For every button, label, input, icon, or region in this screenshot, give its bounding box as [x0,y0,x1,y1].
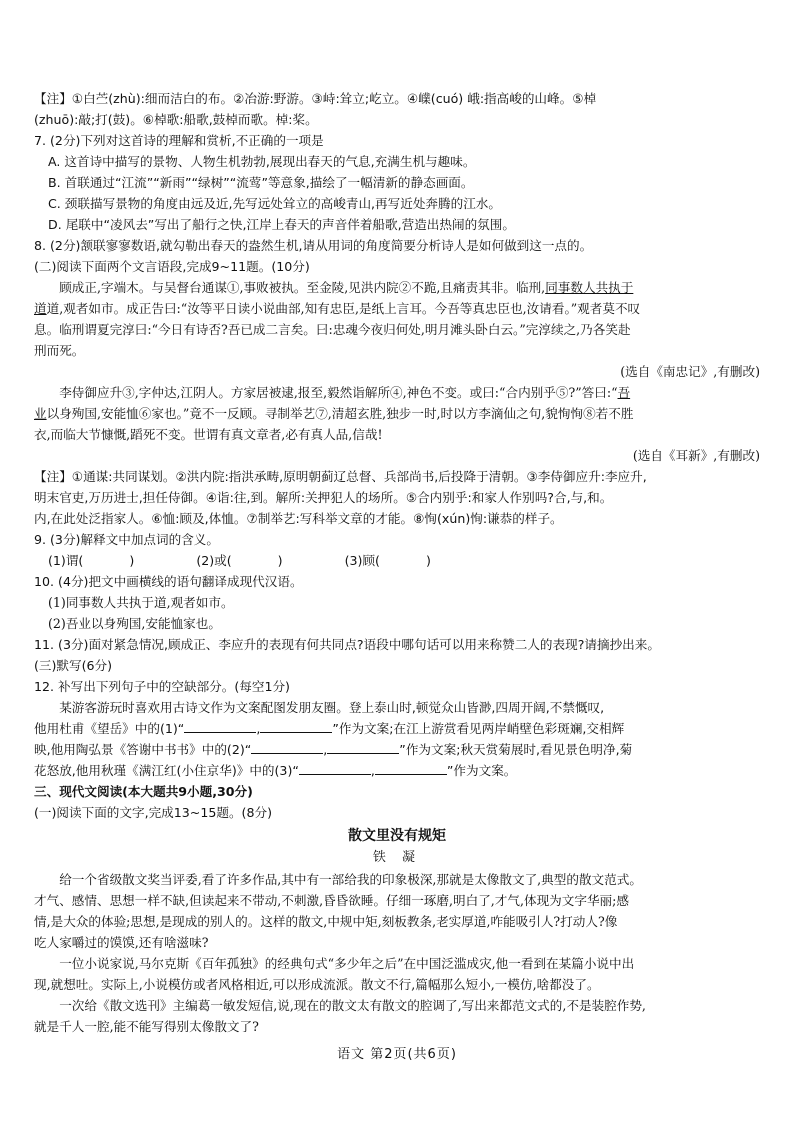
translate-item: (1)同事数人共执于道,观者如市。 [48,595,234,610]
source-citation: (选自《南忠记》,有删改) [620,364,760,379]
blank-close: ) [129,553,135,568]
passage-line [34,403,760,424]
fill-text: 他用杜甫《望岳》中的(1)“ [34,721,185,736]
question-8: 8. (2分)颔联寥寥数语,就勾勒出春天的盎然生机,请从用词的角度简要分析诗人是如何做到这一点的。 [34,238,593,253]
underlined-sentence: 吾 [617,385,631,400]
blank-close: ) [277,553,283,568]
exam-page [34,88,760,1037]
fill-text: 花怒放,他用秋瑾《满江红(小住京华)》中的(3)“ [34,763,299,778]
essay-line: 情,是大众的体验;思想,是现成的别人的。这样的散文,中规中矩,刻板教条,老实厚道,咋能吸引人?打动人?像 [34,914,618,929]
passage-line [34,382,760,403]
blank-close: ) [425,553,431,568]
answer-blank[interactable] [251,741,323,754]
passage-text: 顾成正,字端木。与吴督台通谋①,事败被执。至金陵,见洪内院②不跪,且痛责其非。临刑, [59,280,546,295]
question-12-stem: 12. 补写出下列句子中的空缺部分。(每空1分) [34,679,290,694]
question-9 [34,529,760,571]
classical-passage-1 [34,277,760,382]
essay-line: 给一个省级散文奖当评委,看了许多作品,其中有一部给我的印象极深,那就是太像散文了,典型的散文范式。 [59,872,642,887]
question-11: 11. (3分)面对紧急情况,顾成正、李应升的表现有何共同点?语段中哪句话可以用来称赞二人的表现?请摘抄出来。 [34,637,660,652]
fill-line: 某游客游玩时喜欢用古诗文作为文案配图发朋友圈。登上泰山时,顿觉众山皆渺,四周开阔,不禁慨叹, [59,700,605,715]
note-line: (zhuō):敲;打(鼓)。⑥棹歌:船歌,鼓棹而歌。棹:桨。 [34,112,318,127]
underlined-sentence: 业 [34,406,47,421]
option-c: C. 颈联描写景物的角度由远及近,先写远处耸立的高峻青山,再写近处奔腾的江水。 [48,196,501,211]
question-7 [34,130,760,235]
translate-item: (2)吾业以身殉国,安能恤家也。 [48,616,221,631]
answer-blank[interactable] [260,720,332,733]
essay-author: 铁 凝 [372,850,422,865]
question-stem: 10. (4分)把文中画横线的语句翻译成现代汉语。 [34,574,303,589]
passage-line: 刑而死。 [34,343,85,358]
essay-line: 一位小说家说,马尔克斯《百年孤独》的经典句式“多少年之后”在中国泛滥成灾,他一看到在某篇小说中出 [59,956,635,971]
note-line: 明末官吏,万历进士,担任侍御。④诣:往,到。解所:关押犯人的场所。⑤合内别乎:和家人作别吗?合,与,和。 [34,490,613,505]
answer-blank[interactable] [299,762,371,775]
note-line: 【注】①白苎(zhù):细而洁白的布。②冶游:野游。③峙:耸立;屹立。④嶫(cuó) 峨:指高峻的山峰。⑤棹 [34,91,597,106]
note-line: 内,在此处泛指家人。⑥恤:顾及,体恤。⑦制举艺:写科举文章的才能。⑧恂(xún)恂:谦恭的样子。 [34,511,563,526]
question-10 [34,571,760,634]
question-12-text [34,697,760,781]
answer-blank[interactable] [184,720,256,733]
passage-line [34,298,760,319]
fill-line: 花怒放,他用秋瑾《满江红(小住京华)》中的(3)“ , ”作为文案。 [34,763,517,778]
answer-blank[interactable] [375,762,447,775]
poem-note [34,88,760,130]
passage-notes [34,466,760,529]
passage-text: 道,观者如市。成正告曰:“汝等平日读小说曲部,知有忠臣,是纸上言耳。今吾等真忠臣也,汝请看。”观者莫不叹 [46,301,641,316]
blank-label: (1)谓( [48,553,84,568]
option-b: B. 首联通过“江流”“新雨”“绿树”“流莺”等意象,描绘了一幅清新的静态画面。 [48,175,474,190]
essay-line: 吃人家嚼过的馍馍,还有啥滋味? [34,935,209,950]
underlined-sentence: 同事数人共执于 [545,280,634,295]
essay-line: 就是千人一腔,能不能写得别太像散文了? [34,1019,259,1034]
essay-line: 一次给《散文选刊》主编葛一敏发短信,说,现在的散文太有散文的腔调了,写出来都范文式的,不是装腔作势, [59,998,646,1013]
question-stem: 7. (2分)下列对这首诗的理解和赏析,不正确的一项是 [34,133,324,148]
passage-line [34,277,760,298]
essay-line: 才气、感情、思想一样不缺,但读起来不带动,不刺激,昏昏欲睡。仔细一琢磨,明白了,才气,体现为文字华丽;感 [34,893,629,908]
fill-text: ”作为文案;在江上游赏看见两岸峭壁色彩斑斓,交相辉 [332,721,625,736]
fill-line: 他用杜甫《望岳》中的(1)“ , ”作为文案;在江上游赏看见两岸峭壁色彩斑斓,交相辉 [34,721,625,736]
answer-blanks [34,550,760,571]
fill-text: 映,他用陶弘景《答谢中书书》中的(2)“ [34,742,252,757]
blank-label: (3)顾( [344,553,380,568]
fill-text: ”作为文案;秋天赏菊展时,看见景色明净,菊 [399,742,633,757]
answer-blank[interactable] [327,741,399,754]
note-line: 【注】①通谋:共同谋划。②洪内院:指洪承畴,原明朝蓟辽总督、兵部尚书,后投降于清朝。③李侍御应升:李应升, [34,469,647,484]
passage-text: 李侍御应升③,字仲达,江阴人。方家居被逮,报至,毅然诣解所④,神色不变。或曰:“合内别乎⑤?”答曰:“ [59,385,618,400]
page-footer: 语文 第2页(共6页) [337,1047,457,1062]
section-heading: (一)阅读下面的文字,完成13~15题。(8分) [34,805,272,820]
option-a: A. 这首诗中描写的景物、人物生机勃勃,展现出春天的气息,充满生机与趣味。 [48,154,476,169]
source-citation: (选自《耳新》,有删改) [632,448,760,463]
blank-label: (2)或( [196,553,232,568]
underlined-sentence: 道 [34,301,47,316]
option-d: D. 尾联中“凌风去”写出了船行之快,江岸上春天的声音伴着船歌,营造出热闹的氛围。 [48,217,515,232]
fill-text: ”作为文案。 [446,763,517,778]
question-stem: 9. (3分)解释文中加点词的含义。 [34,532,219,547]
essay-line: 现,就想吐。实际上,小说模仿或者风格相近,可以形成流派。散文不行,篇幅那么短小,一模仿,啥都没了。 [34,977,600,992]
passage-line: 息。临刑谓夏完淳曰:“今日有诗否?吾已成二言矣。曰:忠魂今夜归何处,明月滩头卧白云。”完淳续之,乃各笑赴 [34,322,631,337]
essay-title: 散文里没有规矩 [348,828,446,844]
part-heading: 三、现代文阅读(本大题共9小题,30分) [34,784,253,799]
passage-text: 以身殉国,安能恤⑥家也。”竟不一反顾。寻制举艺⑦,清超玄胜,独步一时,时以方李滴仙之句,貌恂恂⑧若不胜 [46,406,634,421]
fill-line: 映,他用陶弘景《答谢中书书》中的(2)“ , ”作为文案;秋天赏菊展时,看见景色明净,菊 [34,742,633,757]
passage-line: 衣,而临大节慷慨,蹈死不变。世谓有真文章者,必有真人品,信哉! [34,427,383,442]
essay-body [34,869,760,1037]
classical-passage-2 [34,382,760,466]
section-heading: (三)默写(6分) [34,658,113,673]
section-heading: (二)阅读下面两个文言语段,完成9~11题。(10分) [34,259,310,274]
